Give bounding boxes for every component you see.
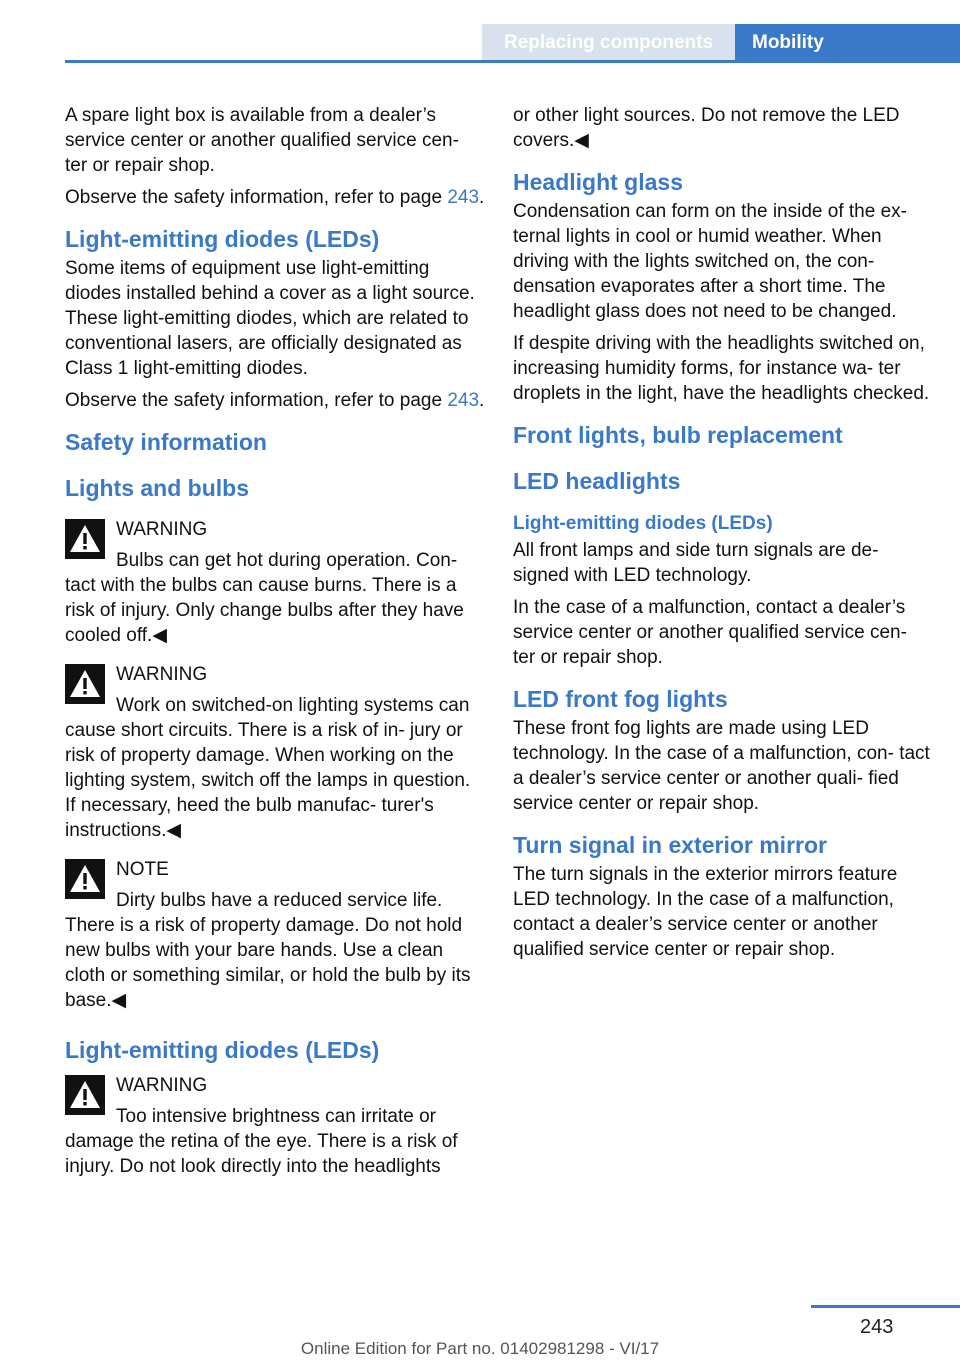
warning-notice	[65, 662, 485, 843]
page-link[interactable]: 243	[447, 390, 480, 411]
warning-notice	[65, 1073, 485, 1179]
text: .	[479, 390, 485, 411]
warning-text: Too intensive brightness can irritate or damage the retina of the eye. There is a risk of injury. Do not look directly into the headlights	[65, 1106, 458, 1177]
warning-triangle-icon	[65, 1075, 105, 1115]
warning-triangle-icon	[65, 859, 105, 899]
warning-text: Work on switched-on lighting systems can cause short circuits. There is a risk of in‐ jury or risk of property damage. When working on the lighting system, switch off the lamps in question. If necessary, heed the bulb manufac‐ turer's instructions.◀	[65, 695, 471, 841]
header-section-tab[interactable]: Replacing components	[482, 24, 735, 62]
header-rule	[65, 60, 960, 63]
paragraph: If despite driving with the headlights switched on, increasing humidity forms, for instance wa‐ ter droplets in the light, have the headlights checked.	[513, 333, 930, 404]
text: Observe the safety information, refer to page	[65, 187, 448, 208]
paragraph: All front lamps and side turn signals are de‐ signed with LED technology.	[513, 540, 879, 586]
paragraph: These front fog lights are made using LED technology. In the case of a malfunction, con‐ tact a dealer’s service center or another quali‐ fied service center or repair shop.	[513, 718, 930, 814]
warning-label: WARNING	[116, 664, 208, 685]
section-heading: Front lights, bulb replacement	[513, 422, 843, 448]
text: .	[479, 187, 485, 208]
paragraph: Condensation can form on the inside of the ex‐ ternal lights in cool or humid weather. When driving with the lights switched on, the con‐ densation evaporates after a short time. The headlight glass does not need to be changed.	[513, 201, 907, 322]
minor-heading: Light-emitting diodes (LEDs)	[513, 513, 773, 534]
section-heading: Headlight glass	[513, 169, 683, 195]
header-chapter-tab[interactable]: Mobility	[735, 24, 960, 62]
right-column	[513, 103, 933, 969]
warning-label: WARNING	[116, 1075, 208, 1096]
page-header	[0, 0, 960, 62]
footer-rule	[811, 1305, 960, 1308]
subsection-heading: Lights and bulbs	[65, 475, 249, 501]
note-label: NOTE	[116, 859, 169, 880]
section-heading: Light-emitting diodes (LEDs)	[65, 1037, 380, 1063]
section-heading: Safety information	[65, 429, 267, 455]
section-heading: Light-emitting diodes (LEDs)	[65, 226, 380, 252]
footer-edition: Online Edition for Part no. 01402981298 - VI/17	[300, 1339, 660, 1358]
section-heading: LED front fog lights	[513, 686, 728, 712]
page-number: 243	[860, 1316, 894, 1338]
warning-triangle-icon	[65, 519, 105, 559]
paragraph: or other light sources. Do not remove the LED covers.◀	[513, 105, 900, 151]
page-link[interactable]: 243	[447, 187, 480, 208]
warning-text: Bulbs can get hot during operation. Con‐ tact with the bulbs can cause burns. There is a risk of injury. Only change bulbs after they have cooled off.◀	[65, 550, 464, 646]
paragraph: Some items of equipment use light-emitting diodes installed behind a cover as a light source. These light-emitting diodes, which are related to conventional lasers, are officially designated as Class 1 light-emitting diodes.	[65, 258, 475, 379]
paragraph	[65, 388, 485, 413]
section-heading: Turn signal in exterior mirror	[513, 832, 827, 858]
subsection-heading: LED headlights	[513, 468, 681, 494]
warning-triangle-icon	[65, 664, 105, 704]
warning-notice	[65, 517, 485, 648]
warning-label: WARNING	[116, 519, 208, 540]
paragraph: The turn signals in the exterior mirrors feature LED technology. In the case of a malfunction, contact a dealer’s service center or another qualified service center or repair shop.	[513, 864, 898, 960]
paragraph: In the case of a malfunction, contact a dealer’s service center or another qualified service cen‐ ter or repair shop.	[513, 597, 907, 668]
note-notice	[65, 857, 485, 1013]
paragraph: A spare light box is available from a dealer’s service center or another qualified service cen‐ ter or repair shop.	[65, 105, 459, 176]
left-column	[65, 103, 485, 1186]
text: Observe the safety information, refer to page	[65, 390, 448, 411]
paragraph	[65, 185, 485, 210]
note-text: Dirty bulbs have a reduced service life. There is a risk of property damage. Do not hold new bulbs with your bare hands. Use a clean cloth or something similar, or hold the bulb by its base.◀	[65, 890, 471, 1011]
